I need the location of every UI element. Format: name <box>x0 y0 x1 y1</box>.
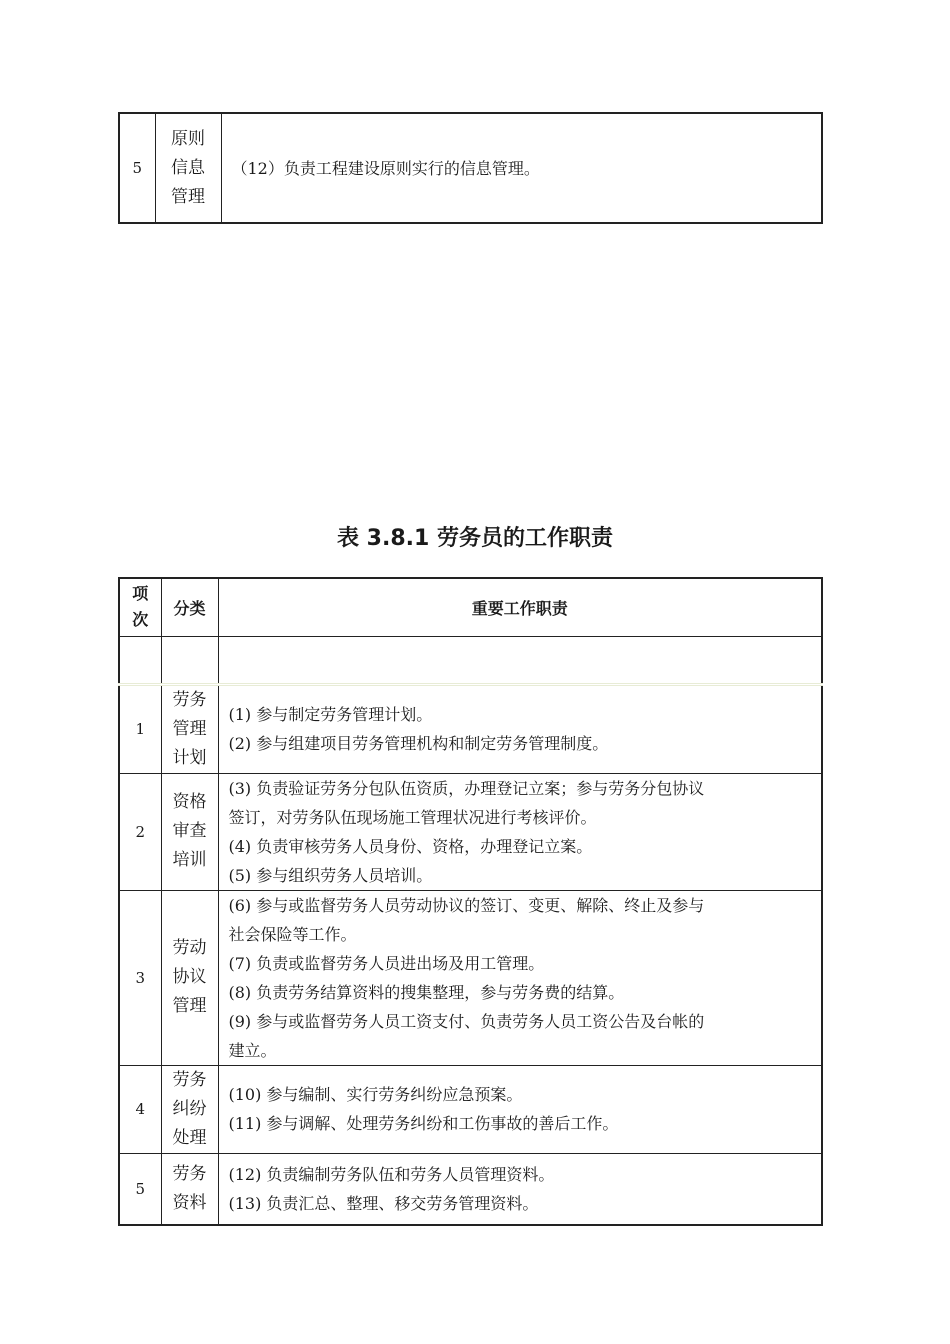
row-category <box>155 113 221 223</box>
duty-line: 社会保险等工作。 <box>228 924 357 944</box>
category-line: 原则 <box>171 128 205 149</box>
table-row <box>119 890 822 1065</box>
row-category <box>161 1065 218 1153</box>
category-line: 协议 <box>172 967 207 987</box>
row-category <box>161 684 218 773</box>
header-num-line: 次 <box>132 610 149 630</box>
duty-line: (11) 参与调解、处理劳务纠纷和工伤事故的善后工作。 <box>228 1114 619 1133</box>
category-line: 纠纷 <box>172 1098 207 1119</box>
table-title: 表 3.8.1 劳务员的工作职责 <box>337 526 613 551</box>
row-number: 2 <box>119 773 161 890</box>
category-line: 审查 <box>172 821 207 841</box>
table-row <box>119 1065 822 1153</box>
category-line: 处理 <box>172 1127 207 1148</box>
row-number: 1 <box>119 684 161 773</box>
category-line: 劳务 <box>172 1163 207 1184</box>
duty-line: (8) 负责劳务结算资料的搜集整理，参与劳务费的结算。 <box>228 982 625 1002</box>
blank-cell <box>218 636 822 684</box>
table-row <box>119 773 822 890</box>
row-number: 3 <box>119 890 161 1065</box>
category-line: 劳务 <box>172 1069 207 1090</box>
header-category: 分类 <box>161 578 218 636</box>
duty-line: (7) 负责或监督劳务人员进出场及用工管理。 <box>228 953 545 973</box>
category-line: 管理 <box>172 996 207 1016</box>
category-line: 资料 <box>172 1192 207 1213</box>
category-line: 劳动 <box>172 938 207 958</box>
duty-line: (5) 参与组织劳务人员培训。 <box>228 865 433 885</box>
category-line: 计划 <box>172 747 207 768</box>
blank-row <box>119 636 822 684</box>
row-number: 5 <box>119 113 155 223</box>
row-category <box>161 773 218 890</box>
header-num <box>119 578 161 636</box>
row-content <box>218 773 822 890</box>
blank-cell <box>119 636 161 684</box>
duties-table <box>118 577 823 1226</box>
category-line: 劳务 <box>172 689 207 710</box>
table-row <box>119 684 822 773</box>
row-category <box>161 1153 218 1225</box>
table-row <box>119 1153 822 1225</box>
table-row <box>119 113 822 223</box>
duty-line: (2) 参与组建项目劳务管理机构和制定劳务管理制度。 <box>228 734 609 753</box>
duty-line: (4) 负责审核劳务人员身份、资格，办理登记立案。 <box>228 836 593 856</box>
header-row <box>119 578 822 636</box>
category-line: 管理 <box>172 718 207 739</box>
category-line: 培训 <box>172 850 207 870</box>
row-content: （12）负责工程建设原则实行的信息管理。 <box>221 113 822 223</box>
row-number: 4 <box>119 1065 161 1153</box>
blank-cell <box>161 636 218 684</box>
duty-line: 签订，对劳务队伍现场施工管理状况进行考核评价。 <box>228 807 597 827</box>
duty-line: (10) 参与编制、实行劳务纠纷应急预案。 <box>228 1085 523 1104</box>
duty-line: (9) 参与或监督劳务人员工资支付、负责劳务人员工资公告及台帐的 <box>228 1011 705 1031</box>
duty-line: 建立。 <box>228 1040 277 1060</box>
duty-line: (6) 参与或监督劳务人员劳动协议的签订、变更、解除、终止及参与 <box>228 895 705 915</box>
row-number: 5 <box>119 1153 161 1225</box>
header-duties: 重要工作职责 <box>218 578 822 636</box>
duty-line: (13) 负责汇总、整理、移交劳务管理资料。 <box>228 1193 539 1213</box>
duty-line: (12) 负责编制劳务队伍和劳务人员管理资料。 <box>228 1164 555 1184</box>
duty-line: (3) 负责验证劳务分包队伍资质，办理登记立案；参与劳务分包协议 <box>228 778 705 798</box>
category-line: 信息 <box>171 157 205 178</box>
category-line: 管理 <box>171 186 205 207</box>
row-category <box>161 890 218 1065</box>
continuation-table <box>118 112 823 224</box>
header-num-line: 项 <box>132 584 149 604</box>
row-content <box>218 684 822 773</box>
duty-line: (1) 参与制定劳务管理计划。 <box>228 705 433 724</box>
row-content <box>218 890 822 1065</box>
row-content <box>218 1153 822 1225</box>
row-content <box>218 1065 822 1153</box>
category-line: 资格 <box>172 792 207 812</box>
